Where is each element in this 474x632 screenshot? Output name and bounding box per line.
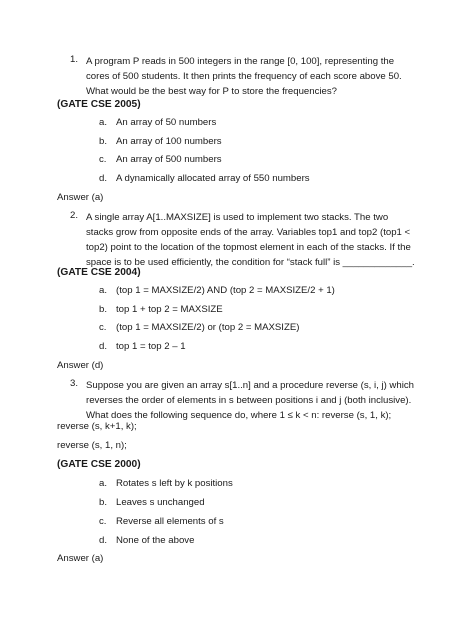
question-1-number: 1.	[70, 54, 79, 65]
q3-option-d-text: None of the above	[116, 535, 195, 546]
q3-option-c-label: c.	[99, 516, 107, 527]
q1-option-d-text: A dynamically allocated array of 550 numbers	[116, 173, 310, 184]
q1-option-a-text: An array of 50 numbers	[116, 117, 217, 128]
q1-option-a-label: a.	[99, 117, 108, 128]
question-2-source: (GATE CSE 2004)	[57, 267, 141, 278]
question-3-number: 3.	[70, 378, 79, 389]
q1-option-c-text: An array of 500 numbers	[116, 154, 222, 165]
question-1-source: (GATE CSE 2005)	[57, 99, 141, 110]
q2-option-a-text: (top 1 = MAXSIZE/2) AND (top 2 = MAXSIZE/2 + 1)	[116, 285, 335, 296]
q2-option-a-label: a.	[99, 285, 108, 296]
question-3-answer: Answer (a)	[57, 553, 104, 564]
q3-option-d-label: d.	[99, 535, 108, 546]
question-2-text: A single array A[1..MAXSIZE] is used to implement two stacks. The two stacks grow from opposite ends of the array. Variables top1 and top2 (top1 < top2) point to the location of the topmost element in each of the stacks. If the space is to be used efficiently, the condition for “stack full” is _____________.	[86, 212, 415, 268]
q3-option-b-label: b.	[99, 497, 108, 508]
q3-option-a-label: a.	[99, 478, 108, 489]
q1-option-b-text: An array of 100 numbers	[116, 136, 222, 147]
q2-option-d-label: d.	[99, 341, 108, 352]
question-3-text: Suppose you are given an array s[1..n] and a procedure reverse (s, i, j) which reverses the order of elements in s between positions i and j (both inclusive). What does the following sequence do, where 1 ≤ k < n: reverse (s, 1, k);	[86, 380, 414, 421]
q1-option-d-label: d.	[99, 173, 108, 184]
question-1-answer: Answer (a)	[57, 192, 104, 203]
q1-option-b-label: b.	[99, 136, 108, 147]
q2-option-d-text: top 1 = top 2 – 1	[116, 341, 186, 352]
question-3-source: (GATE CSE 2000)	[57, 459, 141, 470]
q2-option-b-label: b.	[99, 304, 108, 315]
q2-option-c-text: (top 1 = MAXSIZE/2) or (top 2 = MAXSIZE)	[116, 322, 300, 333]
q1-option-c-label: c.	[99, 154, 107, 165]
q3-option-b-text: Leaves s unchanged	[116, 497, 205, 508]
code-line-2: reverse (s, 1, n);	[57, 440, 127, 451]
question-1-text: A program P reads in 500 integers in the range [0, 100], representing the cores of 500 students. It then prints the frequency of each score above 50. What would be the best way for P to store the frequencies?	[86, 56, 402, 97]
question-2-number: 2.	[70, 210, 79, 221]
q2-option-c-label: c.	[99, 322, 107, 333]
code-line-1: reverse (s, k+1, k);	[57, 421, 137, 432]
q2-option-b-text: top 1 + top 2 = MAXSIZE	[116, 304, 223, 315]
q3-option-c-text: Reverse all elements of s	[116, 516, 224, 527]
question-2-answer: Answer (d)	[57, 360, 104, 371]
q3-option-a-text: Rotates s left by k positions	[116, 478, 233, 489]
